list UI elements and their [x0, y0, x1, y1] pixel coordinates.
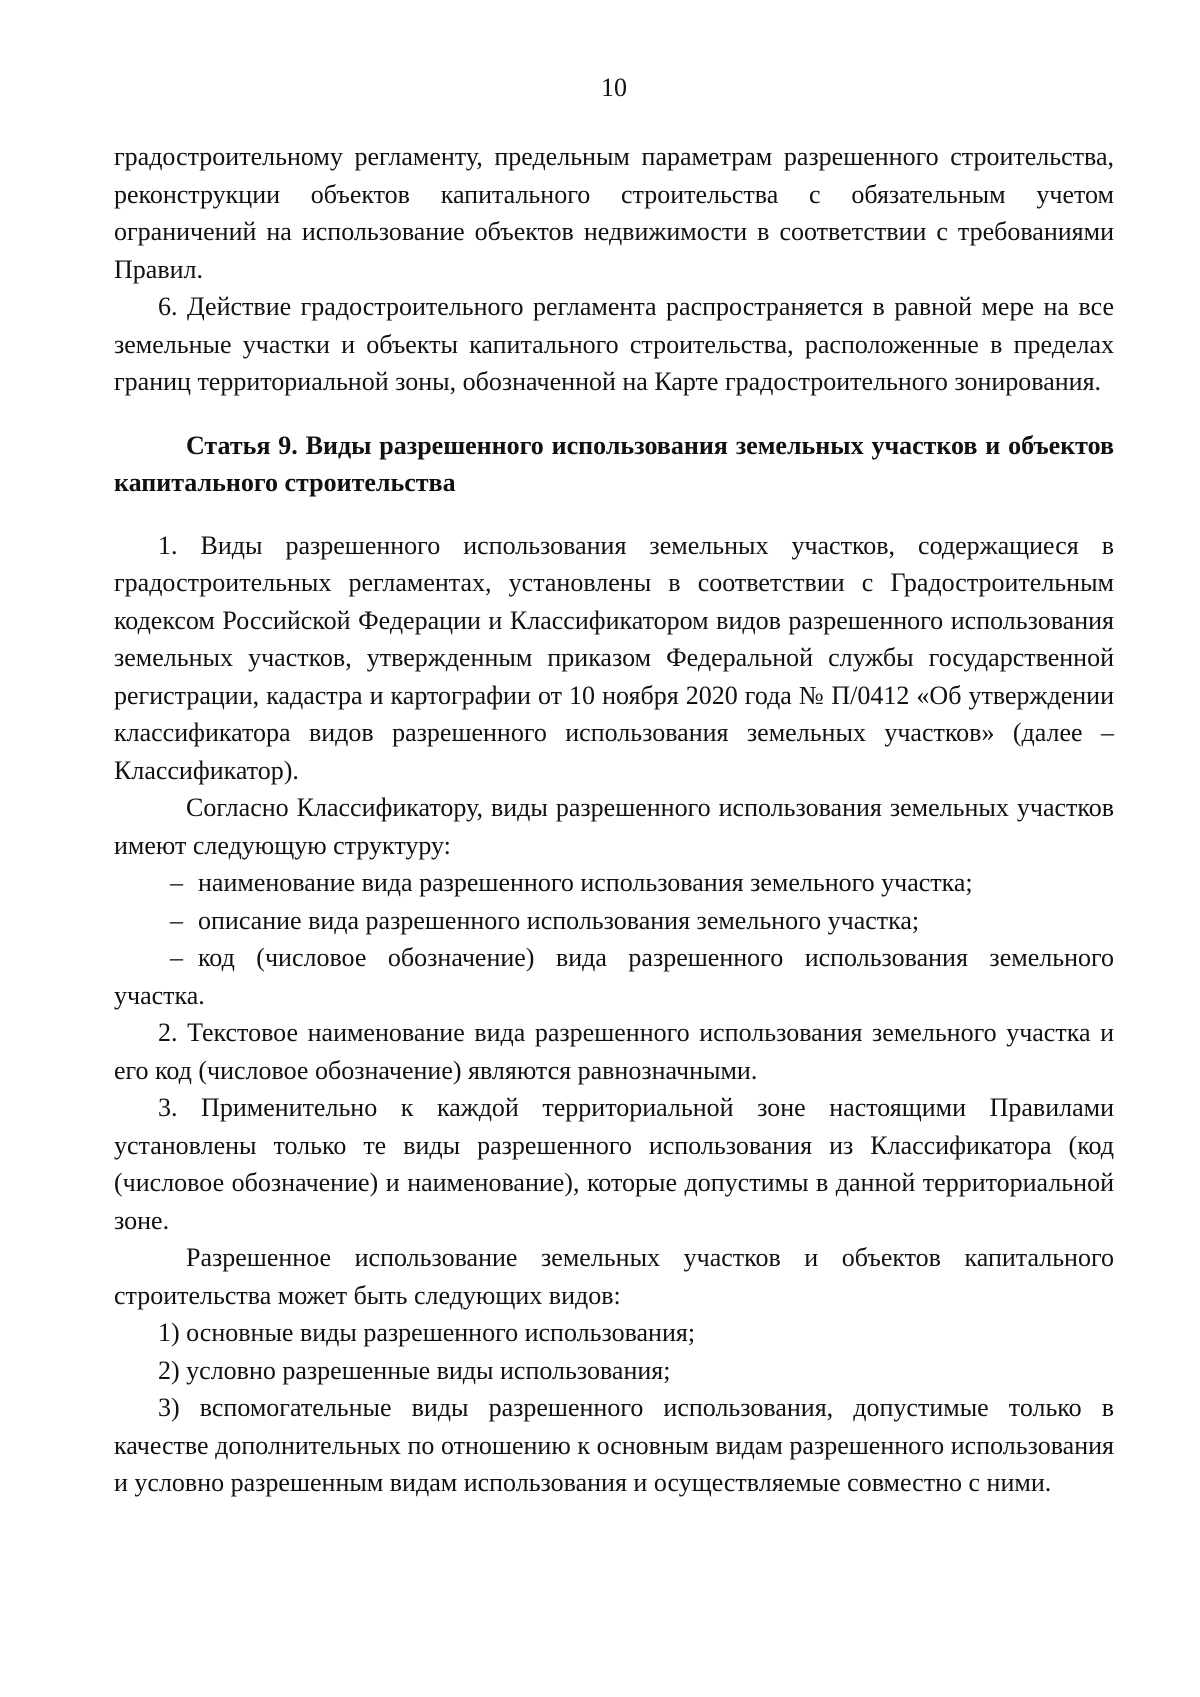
dash-list-item: [114, 864, 1114, 902]
dash-item-text: код (числовое обозначение) вида разрешенного использования земельного участка.: [114, 943, 1114, 1010]
page-number: 10: [601, 73, 627, 102]
paragraph-item-1: 1. Виды разрешенного использования земельных участков, содержащиеся в градостроительных регламентах, установлены в соответствии с Градостроительным кодексом Российской Федерации и Классификатором видов разрешенного использования земельных участков, утвержденным приказом Федеральной службы государственной регистрации, кадастра и картографии от 10 ноября 2020 года № П/0412 «Об утверждении классификатора видов разрешенного использования земельных участков» (далее – Классификатор).: [114, 530, 1114, 785]
paragraph-item-3: 3. Применительно к каждой территориальной зоне настоящими Правилами установлены только те виды разрешенного использования из Классификатора (код (числовое обозначение) и наименование), которые допустимы в данной территориальной зоне.: [114, 1093, 1114, 1235]
numbered-list-item: 3) вспомогательные виды разрешенного использования, допустимые только в качестве дополнительных по отношению к основным видам разрешенного использования и условно разрешенным видам использования и осуществляемые совместно с ними.: [114, 1393, 1114, 1497]
numbered-list-item: 2) условно разрешенные виды использования;: [158, 1355, 671, 1385]
article-heading: Статья 9. Виды разрешенного использования земельных участков и объектов капитального строительства: [114, 430, 1114, 497]
paragraph-item-6: 6. Действие градостроительного регламента распространяется в равной мере на все земельные участки и объекты капитального строительства, расположенные в пределах границ территориальной зоны, обозначенной на Карте градостроительного зонирования.: [114, 292, 1114, 396]
paragraph-structure-intro: Согласно Классификатору, виды разрешенного использования земельных участков имеют следующую структуру:: [114, 793, 1114, 860]
dash-item-text: наименование вида разрешенного использования земельного участка;: [198, 868, 973, 897]
dash-item-text: описание вида разрешенного использования земельного участка;: [198, 905, 920, 935]
paragraph-kinds-intro: Разрешенное использование земельных участков и объектов капитального строительства может быть следующих видов:: [114, 1243, 1114, 1310]
dash-list-item: [114, 939, 1114, 1014]
dash-list-item: [114, 902, 1114, 940]
paragraph-item-2: 2. Текстовое наименование вида разрешенного использования земельного участка и его код (числовое обозначение) являются равнозначными.: [114, 1018, 1114, 1085]
dash-marker: –: [170, 905, 183, 935]
numbered-list-item: 1) основные виды разрешенного использования;: [158, 1318, 696, 1347]
dash-marker: –: [170, 943, 183, 972]
document-body: [114, 138, 1114, 1502]
paragraph-continuation: градостроительному регламенту, предельным параметрам разрешенного строительства, реконструкции объектов капитального строительства с обязательным учетом ограничений на использование объектов недвижимости в соответствии с требованиями Правил.: [114, 142, 1114, 284]
dash-marker: –: [170, 868, 183, 897]
